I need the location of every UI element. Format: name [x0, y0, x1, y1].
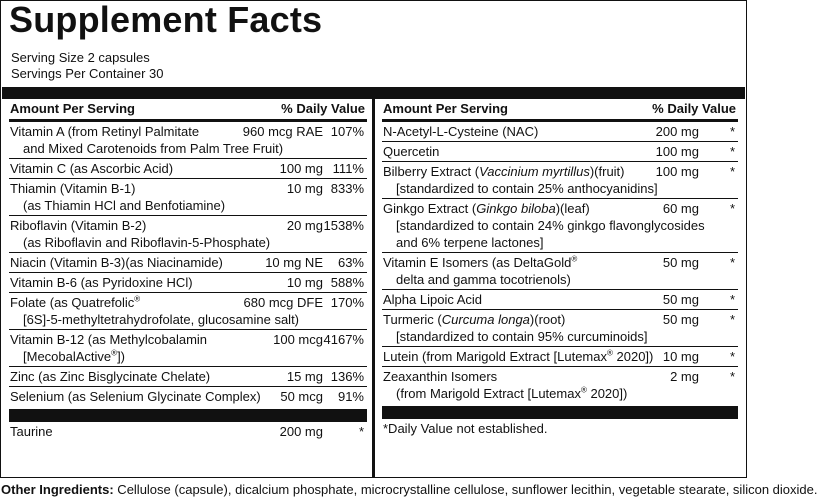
serving-size: Serving Size 2 capsules [11, 50, 150, 65]
daily-value-percent: * [729, 349, 735, 364]
column-divider [372, 99, 375, 477]
daily-value-percent: * [729, 292, 735, 307]
panel-title: Supplement Facts [9, 0, 323, 40]
left-bottom-nutrient-row [9, 422, 367, 442]
right-nutrient-row [382, 310, 738, 347]
right-nutrient-row [382, 142, 738, 162]
right-section-bar [382, 406, 738, 419]
amount-per-serving: 10 mg [286, 181, 323, 196]
left-column-header [9, 99, 367, 122]
amount-per-serving: 680 mcg DFE [243, 295, 323, 310]
daily-value-percent: * [729, 144, 735, 159]
other-ingredients-label: Other Ingredients: [1, 482, 114, 497]
nutrient-detail: and 6% terpene lactones] [396, 235, 544, 250]
amount-per-serving: 960 mcg RAE [242, 124, 323, 139]
nutrient-name: Thiamin (Vitamin B-1) [10, 181, 136, 196]
amount-per-serving: 200 mg [655, 124, 699, 139]
daily-value-header: % Daily Value [281, 101, 365, 116]
amount-header: Amount Per Serving [10, 101, 135, 116]
nutrient-name: Vitamin B-6 (as Pyridoxine HCl) [10, 275, 193, 290]
amount-per-serving: 50 mg [662, 292, 699, 307]
nutrient-name: N-Acetyl-L-Cysteine (NAC) [383, 124, 539, 139]
daily-value-percent: 111% [332, 161, 364, 176]
right-nutrient-row [382, 367, 738, 404]
daily-value-percent: 107% [330, 124, 364, 139]
nutrient-name: Niacin (Vitamin B-3)(as Niacinamide) [10, 255, 223, 270]
right-column [382, 99, 738, 477]
right-nutrient-row [382, 122, 738, 142]
left-nutrient-row [9, 122, 367, 159]
daily-value-header: % Daily Value [652, 101, 736, 116]
left-section-bar [9, 409, 367, 422]
nutrient-detail: (as Thiamin HCl and Benfotiamine) [23, 198, 226, 213]
daily-value-percent: 91% [337, 389, 364, 404]
nutrient-detail: and Mixed Carotenoids from Palm Tree Fruit) [23, 141, 284, 156]
amount-per-serving: 15 mg [286, 369, 323, 384]
daily-value-percent: 833% [330, 181, 364, 196]
daily-value-percent: 170% [330, 295, 364, 310]
nutrient-name: Zinc (as Zinc Bisglycinate Chelate) [10, 369, 211, 384]
amount-per-serving: 100 mg [655, 164, 699, 179]
daily-value-footnote: *Daily Value not established. [383, 421, 548, 436]
nutrient-name: Folate (as Quatrefolic® [10, 294, 141, 310]
left-column [9, 99, 367, 477]
daily-value-percent: 588% [330, 275, 364, 290]
right-nutrient-row [382, 347, 738, 367]
left-nutrient-row [9, 253, 367, 273]
daily-value-percent: 4167% [323, 332, 364, 347]
daily-value-percent: * [729, 312, 735, 327]
amount-per-serving: 50 mg [662, 312, 699, 327]
daily-value-percent: 136% [330, 369, 364, 384]
nutrient-detail: delta and gamma tocotrienols) [396, 272, 571, 287]
amount-per-serving: 20 mg [286, 218, 323, 233]
amount-per-serving: 100 mg [279, 161, 323, 176]
nutrient-name: Ginkgo Extract (Ginkgo biloba)(leaf) [383, 201, 590, 216]
amount-per-serving: 2 mg [670, 369, 699, 384]
daily-value-percent: 1538% [323, 218, 364, 233]
amount-per-serving: 10 mg [286, 275, 323, 290]
nutrient-name: Vitamin B-12 (as Methylcobalamin [10, 332, 208, 347]
left-nutrient-row [9, 159, 367, 179]
servings-per-container: Servings Per Container 30 [11, 66, 164, 81]
amount-per-serving: 50 mcg [280, 389, 323, 404]
nutrient-name: Lutein (from Marigold Extract [Lutemax® 2020]) [383, 348, 654, 364]
nutrient-detail: (as Riboflavin and Riboflavin-5-Phosphate) [23, 235, 271, 250]
amount-per-serving: 10 mg [662, 349, 699, 364]
nutrient-name: Taurine [10, 424, 53, 439]
left-nutrient-row [9, 179, 367, 216]
nutrient-detail: (from Marigold Extract [Lutemax® 2020]) [396, 385, 628, 401]
daily-value-percent: * [729, 369, 735, 384]
nutrient-name: Riboflavin (Vitamin B-2) [10, 218, 147, 233]
nutrient-name: Zeaxanthin Isomers [383, 369, 498, 384]
other-ingredients [1, 481, 817, 499]
right-column-header [382, 99, 738, 122]
amount-per-serving: 60 mg [662, 201, 699, 216]
daily-value-percent: * [358, 424, 364, 439]
nutrient-detail: [MecobalActive®]) [23, 348, 126, 364]
amount-per-serving: 10 mg NE [265, 255, 323, 270]
daily-value-percent: 63% [337, 255, 364, 270]
daily-value-percent: * [729, 164, 735, 179]
nutrient-name: Bilberry Extract (Vaccinium myrtillus)(fruit) [383, 164, 625, 179]
other-ingredients-text: Cellulose (capsule), dicalcium phosphate, microcrystalline cellulose, sunflower lecithin, vegetable stearate, silicon dioxide. [113, 482, 817, 497]
nutrient-detail: [standardized to contain 25% anthocyanidins] [396, 181, 658, 196]
left-nutrient-row [9, 330, 367, 367]
right-nutrient-row [382, 290, 738, 310]
nutrient-name: Vitamin A (from Retinyl Palmitate [10, 124, 200, 139]
nutrient-name: Quercetin [383, 144, 440, 159]
right-nutrient-row [382, 162, 738, 199]
left-nutrient-row [9, 216, 367, 253]
nutrient-name: Selenium (as Selenium Glycinate Complex) [10, 389, 261, 404]
amount-per-serving: 50 mg [662, 255, 699, 270]
nutrient-name: Turmeric (Curcuma longa)(root) [383, 312, 566, 327]
left-nutrient-row [9, 387, 367, 407]
nutrient-name: Alpha Lipoic Acid [383, 292, 483, 307]
daily-value-percent: * [729, 255, 735, 270]
amount-per-serving: 100 mg [655, 144, 699, 159]
nutrient-detail: [6S]-5-methyltetrahydrofolate, glucosamine salt) [23, 312, 300, 327]
right-nutrient-row [382, 199, 738, 253]
right-nutrient-row [382, 253, 738, 290]
left-nutrient-row [9, 367, 367, 387]
top-thick-bar [2, 87, 745, 99]
nutrient-name: Vitamin C (as Ascorbic Acid) [10, 161, 174, 176]
left-nutrient-row [9, 273, 367, 293]
amount-per-serving: 200 mg [279, 424, 323, 439]
amount-per-serving: 100 mcg [273, 332, 323, 347]
amount-header: Amount Per Serving [383, 101, 508, 116]
daily-value-percent: * [729, 124, 735, 139]
left-nutrient-row [9, 293, 367, 330]
nutrient-detail: [standardized to contain 24% ginkgo flavonglycosides [396, 218, 705, 233]
nutrient-name: Vitamin E Isomers (as DeltaGold® [383, 254, 578, 270]
daily-value-percent: * [729, 201, 735, 216]
nutrient-detail: [standardized to contain 95% curcuminoids] [396, 329, 648, 344]
